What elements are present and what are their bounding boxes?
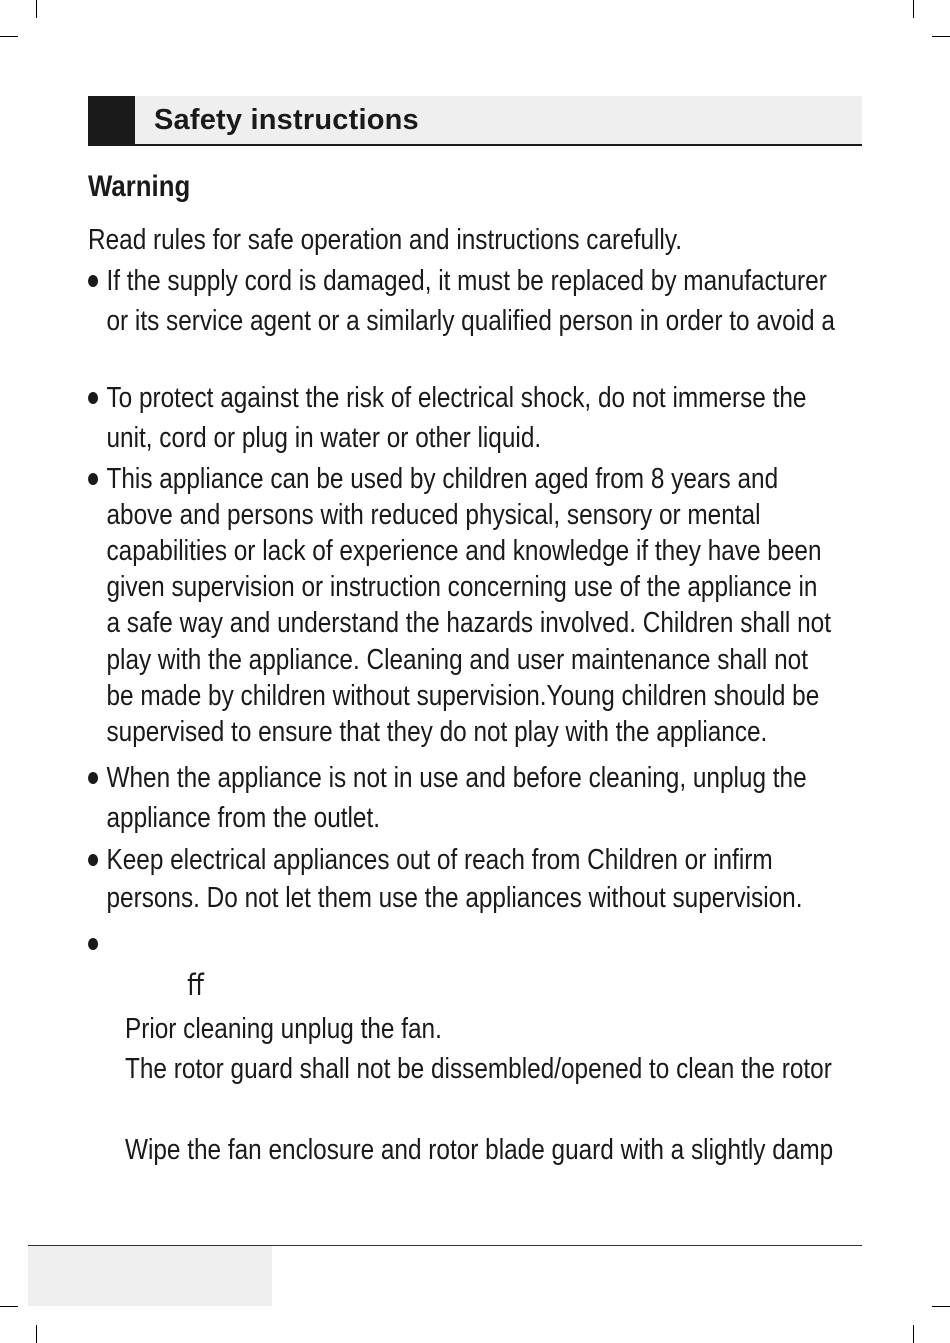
crop-mark-top-left-v [36, 0, 37, 18]
crop-mark-top-left-h [0, 36, 18, 37]
intro-text: Read rules for safe operation and instructions carefully. [88, 224, 682, 256]
bullet-icon [88, 854, 98, 866]
crop-mark-bottom-right-h [932, 1306, 950, 1307]
bullet-icon [88, 772, 98, 784]
bullet-icon [88, 938, 98, 950]
warning-heading: Warning [88, 170, 191, 203]
crop-mark-bottom-right-v [913, 1325, 914, 1343]
crop-mark-bottom-left-h [0, 1306, 18, 1307]
bullet-icon [88, 392, 98, 404]
crop-mark-top-right-v [913, 0, 914, 18]
crop-mark-bottom-left-v [36, 1325, 37, 1343]
section-header-bar [88, 96, 862, 146]
bullet-icon [88, 473, 98, 485]
bullet-icon [88, 275, 98, 287]
ligature-glyph: ﬀ [187, 970, 204, 1002]
header-marker-block [88, 96, 135, 144]
crop-mark-top-right-h [932, 36, 950, 37]
footer-page-tab [28, 1246, 272, 1306]
page-title: Safety instructions [154, 104, 419, 136]
